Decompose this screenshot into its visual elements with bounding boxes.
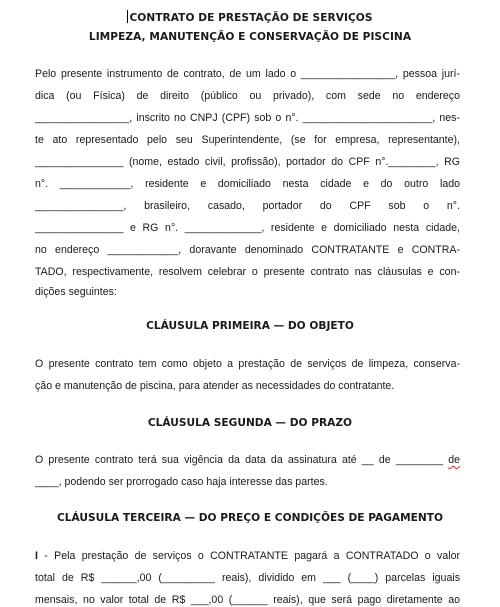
clause-text-line: I - Pela prestação de serviços o CONTRATANTE pagará a CONTRATADO o valor bbox=[35, 550, 460, 562]
intro-line: n°. ____________, residente e domiciliado nesta cidade e do outro lado bbox=[35, 178, 460, 190]
item-marker: I bbox=[35, 550, 38, 562]
clause-heading: CLÁUSULA TERCEIRA — DO PREÇO E CONDIÇÕES DE PAGAMENTO bbox=[56, 512, 443, 524]
intro-line: ________________, inscrito no CNPJ (CPF) sob o n°. ______________________, nes- bbox=[35, 112, 460, 124]
intro-line: _______________, brasileiro, casado, portador do CPF sob o n°. bbox=[35, 200, 460, 212]
spellcheck-flagged-word: de bbox=[448, 454, 460, 466]
clause-text-line: total de R$ ______,00 (_________ reais), dividido em ___ (____) parcelas iguais bbox=[35, 572, 460, 584]
intro-line: _______________ (nome, estado civil, profissão), portador do CPF n°.________, RG bbox=[35, 156, 460, 168]
intro-line: te ato representado pelo seu Superintendente, (se for empresa, representante), bbox=[35, 134, 460, 146]
document-title: CONTRATO DE PRESTAÇÃO DE SERVIÇOS bbox=[129, 12, 373, 24]
clause-heading: CLÁUSULA SEGUNDA — DO PRAZO bbox=[147, 417, 353, 429]
intro-line: Pelo presente instrumento de contrato, de um lado o ________________, pessoa jurí- bbox=[35, 68, 460, 80]
clause-text-line: mensais, no valor total de R$ ___,00 (______ reais), que será pago diretamente ao bbox=[35, 594, 460, 606]
clause-text-line: O presente contrato tem como objeto a prestação de serviços de limpeza, conserva- bbox=[35, 358, 460, 370]
clause-text-line: ção e manutenção de piscina, para atender as necessidades do contratante. bbox=[35, 380, 395, 392]
intro-line: TADO, respectivamente, resolvem celebrar o presente contrato nas cláusulas e con- bbox=[35, 266, 460, 278]
intro-line: dições seguintes: bbox=[35, 286, 117, 298]
intro-line: _______________ e RG n°. _____________, residente e domiciliado nesta cidade, bbox=[35, 222, 460, 234]
clause-heading: CLÁUSULA PRIMEIRA — DO OBJETO bbox=[146, 320, 354, 332]
intro-line: dica (ou Física) de direito (público ou privado), com sede no endereço bbox=[35, 90, 460, 102]
intro-line: no endereço ____________, doravante denominado CONTRATANTE e CONTRA- bbox=[35, 244, 460, 256]
clause-text-line: ____, podendo ser prorrogado caso haja interesse das partes. bbox=[35, 476, 328, 488]
document-subtitle: LIMPEZA, MANUTENÇÃO E CONSERVAÇÃO DE PISCINA bbox=[88, 31, 412, 43]
clause-text-line: O presente contrato terá sua vigência da data da assinatura até __ de ________ de bbox=[35, 454, 460, 466]
